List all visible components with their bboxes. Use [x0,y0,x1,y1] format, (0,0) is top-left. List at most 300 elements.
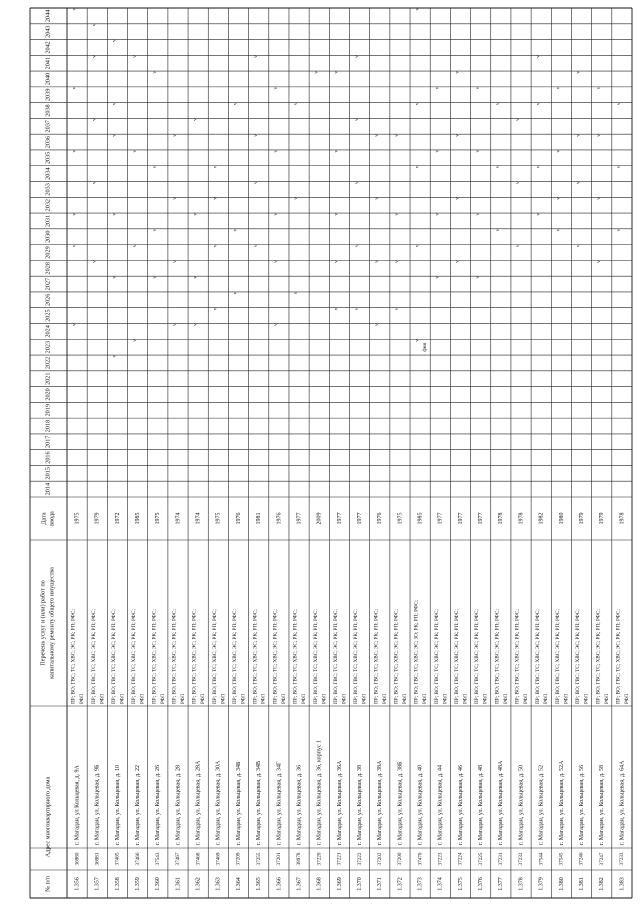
row-mark-2034: v [151,165,158,169]
header-year-2014: 2014 [44,482,52,496]
row-mark-2029: v [71,244,78,248]
row-mark-2038: v [111,102,118,106]
row-number: 1.376 [478,877,485,891]
row-date: 1977 [437,512,444,525]
row-number: 1.381 [578,877,585,891]
row-mark-2036: v [394,134,401,137]
row-mark-2035: v [333,149,340,153]
header-year-2032: 2032 [44,198,52,212]
row-mark-2031: v [111,212,118,216]
row-services-line1: ПР; ВО; ГВС; ТС; ХВС; ЭС; РК; РП; РФС; [595,609,602,704]
row-services-line2: РФЛ [603,693,610,704]
row-services-line1: ПР; ВО; ГВС; ТС; ХВС; ЭС; РК; РП; РФС; [111,609,118,704]
header-year-2024: 2024 [44,325,52,338]
row-address: г. Магадан, ул. Кольцевая, д. 52А [558,760,565,845]
row-mark-2038: v [232,102,239,106]
row-house-code: 37233 [619,852,626,866]
row-address: г. Магадан, ул. Кольцевая, д. 9Б [94,764,101,845]
row-mark-2040: v [151,71,158,74]
row-number: 1.377 [498,877,505,891]
row-services-line2: РФЛ [200,693,207,704]
row-services-line2: РФЛ [482,693,489,704]
row-mark-2031: v [434,212,441,216]
header-year-2029: 2029 [44,246,52,259]
row-address: г. Магадан, ул. Кольцевая, д. 48 [478,764,485,845]
row-mark-2041: v [252,55,259,58]
row-mark-2032: v [293,197,300,200]
header-year-2022: 2022 [44,356,52,370]
row-house-code: 37247 [598,852,605,866]
row-mark-2041: v [131,55,138,58]
row-mark-2022: v [111,354,118,358]
row-services-line2: РФЛ [623,693,630,704]
row-date: 1977 [296,512,303,525]
row-number: 1.383 [619,877,626,891]
row-mark-2027: v [111,276,118,279]
row-house-code: 36981 [94,852,101,866]
row-mark-2037: v [353,118,360,121]
row-mark-2034: v [414,165,421,169]
row-services-line1: ПР; ВО; ГВС; ТС; ХВС; ЭС; РК; РП; РФС; [393,609,400,704]
row-address: г. Магадан, ул. Кольцевая, д. 36, корпус 1 [316,739,323,845]
row-date: 1978 [518,512,525,525]
row-number: 1.356 [74,877,81,891]
row-house-code: 38978 [296,852,303,866]
row-mark-2036: v [172,134,179,137]
row-number: 1.379 [538,877,545,891]
row-address: г. Магадан, ул. Кольцевая, д. 36 [296,764,303,845]
row-address: г. Магадан, ул. Кольцевая, д. 28А [195,760,202,845]
row-mark-2029: v [515,244,522,248]
header-year-2028: 2028 [44,262,52,275]
row-services-line1: ПР; ВО; ГВС; ТС; ХВС; ЭС; РК; РП; РФС; [474,609,481,704]
header-year-2015: 2015 [44,467,52,480]
row-date: 1980 [558,512,565,525]
row-number: 1.378 [518,877,525,891]
row-mark-2034: v [495,165,501,169]
row-address: г. Магадан, ул. Кольцевая, д. 26 [155,764,162,845]
row-number: 1.380 [558,877,565,891]
row-number: 1.361 [175,877,182,891]
row-number: 1.367 [296,877,303,891]
row-services-line2: РФЛ [260,693,267,704]
row-mark-2028: v [273,260,280,263]
row-mark-2037: v [515,118,522,121]
header-year-2036: 2036 [44,135,52,149]
row-date: 1979 [578,512,585,525]
row-address: г. Магадан, ул. Кольцевая, д. 64А [619,760,626,845]
table-grid [30,8,632,898]
row-address: г. Магадан, ул. Кольцевая, д. 58 [599,764,606,845]
header-year-2043: 2043 [44,25,52,38]
row-mark-2027: v [474,276,481,279]
row-mark-2028: v [172,260,179,263]
row-house-code: 37543 [154,852,161,866]
row-mark-2030: v [232,228,239,232]
row-date: 1978 [619,512,626,525]
row-mark-2028: v [91,260,98,263]
row-number: 1.368 [316,877,323,891]
row-services-line2: РФЛ [220,693,227,704]
row-services-line1: ПР; ВО; ГВС; ТС; ХВС; ЭС; РК; РП; РФС; [131,609,138,704]
row-house-code: 37255 [255,852,262,866]
header-year-2025: 2025 [44,309,52,322]
row-services-line1: ПР; ВО; ГВС; ТС; ХВС; ЭС; РК; РП; РФС; [312,609,319,704]
row-services-line2: РФЛ [401,693,408,704]
row-mark-2028: v [333,260,340,263]
row-services-line2: РФЛ [502,693,509,704]
row-mark-2039: v [273,86,280,90]
header-year-2023: 2023 [44,340,52,354]
header-date-line2: ввода [48,511,56,526]
row-services-line2: РФЛ [99,693,106,704]
row-services-line1: ПР; ВО; ГВС; ТС; ХВС; ЭС; РК; РП; РФС; [232,609,239,704]
row-number: 1.382 [599,877,606,891]
header-year-2044: 2044 [44,9,52,23]
row-address: г. Магадан, ул. Кольцевая, д. 34Б [235,761,242,845]
row-date: 1976 [276,512,283,525]
row-date: 1972 [114,512,121,525]
row-mark-2035: v [273,149,280,153]
row-services-line1: ПР; ВО; ГВС; ТС; ХВС; ЭС; РК; РП; РФС; [171,609,178,704]
row-house-code: 37470 [417,852,424,866]
row-mark-2041: v [91,55,98,58]
row-mark-2029: v [131,244,138,248]
row-date: 1981 [256,512,263,525]
row-services-line2: РФЛ [280,693,287,704]
row-services-line1: ПР; ВО; ГВС; ТС; ХВС; ЭС; РК; РП; РФС; [90,609,97,704]
row-mark-2023: v [131,339,138,342]
row-number: 1.369 [336,877,343,891]
row-mark-2036: v [595,134,602,137]
row-address: г. Магадан, ул. Кольцевая, д. 10 [114,764,121,845]
row-house-code: 37221 [336,852,343,866]
row-house-code: 37220 [316,852,323,866]
row-number: 1.359 [135,877,141,891]
row-mark-2032: v [373,197,380,200]
row-mark-2031: v [192,212,199,216]
row-mark-2031: v [535,212,542,216]
row-services-line2: РФЛ [563,693,570,704]
row-address: г. Магадан, ул Кольцевая, д. 9А [74,765,81,845]
row-services-line2: РФЛ [180,693,187,704]
row-date: 1976 [235,512,242,525]
row-house-code: 37544 [538,852,545,866]
row-services-line1: ПР; ВО; ГВС; ТС; ХВС; ЭС; РК; РП; РФС; [353,609,360,704]
row-mark-2034: v [535,165,542,169]
row-house-code: 37222 [356,852,363,866]
header-year-2038: 2038 [44,104,52,117]
row-mark-2041: v [353,55,360,58]
row-mark-2030: v [555,228,562,232]
row-address: г. Магадан, ул. Кольцевая, д. 46 [457,764,464,845]
row-mark-2029: v [353,244,360,248]
row-address: г. Магадан, ул. Кольцевая, д. 56 [578,764,585,845]
row-date: 1975 [155,512,162,525]
header-year-2039: 2039 [44,88,52,101]
row-address: г. Магадан, ул. Кольцевая, д. 48А [498,760,505,845]
row-number: 1.372 [397,877,404,891]
row-house-code: 37225 [477,852,484,866]
row-mark-2030: v [151,228,158,232]
row-mark-2031: v [474,212,481,216]
header-year-2030: 2030 [44,230,52,243]
row-mark-2035: v [131,149,138,153]
row-mark-2024: v [373,323,380,326]
row-services-line2: РФЛ [79,693,86,704]
row-services-line1: ПР; ВО; ГВС; ТС; ХВС; ЭС; РК; РП; РФС; [433,609,440,704]
row-mark-2035: v [71,149,78,153]
row-number: 1.362 [195,877,202,891]
row-date: 1975 [397,512,404,525]
header-year-2018: 2018 [44,419,52,433]
row-mark-2032: v [595,197,602,200]
header-year-2020: 2020 [44,388,52,401]
row-mark-2035: v [434,149,441,153]
row-mark-2032: v [172,197,179,200]
row-mark-2038: v [616,102,623,106]
row-house-code: 37545 [558,852,565,866]
row-services-line1: ПР; ВО; ГВС; ТС; ХВС; ЭС; РК; РП; РФС; [514,609,521,704]
row-number: 1.363 [215,877,222,891]
row-mark-2025: v [333,307,340,311]
row-mark-2031: v [273,212,280,216]
row-mark-2025: v [212,307,219,311]
header-year-2027: 2027 [44,277,52,291]
row-mark-2029: v [212,244,219,248]
header-year-2019: 2019 [44,404,52,417]
row-mark-2040: v [333,71,340,74]
row-mark-2034: v [212,165,219,169]
row-mark-2029: v [252,244,259,248]
row-mark-2033: v [575,181,582,185]
row-services-line2: РФЛ [442,693,449,704]
row-mark-2024: v [71,323,78,326]
row-mark-2039: v [555,86,562,90]
row-mark-2033: v [515,181,522,185]
header-year-2042: 2042 [44,41,52,54]
row-house-code: 37466 [134,852,141,866]
row-services-line2: РФЛ [341,693,348,704]
row-services-line1: ПР; ВО; ГВС; ТС; ХВС; ЭС; РК; РП; РФС; [252,609,259,704]
row-services-line2: РФЛ [361,693,368,704]
header-num: № п/п [44,876,52,892]
row-mark-2036: v [252,134,259,137]
row-mark-2036: v [373,134,380,137]
row-number: 1.371 [377,877,384,891]
row-address: г. Магадан, ул. Кольцевая, д. 30А [215,760,222,845]
row-mark-2030: v [616,228,623,232]
row-mark-2040: v [575,71,582,74]
row-date: 1985 [417,512,424,525]
header-year-2016: 2016 [44,451,52,464]
row-house-code: 37209 [235,852,242,866]
row-mark-2027: v [434,276,441,279]
row-date: 1974 [195,512,202,525]
row-address: г. Магадан, ул. Кольцевая, д. 34В [256,760,263,845]
row-services-line2: РФЛ [523,693,530,704]
row-address: г. Магадан, ул. Кольцевая, д. 28 [175,764,182,845]
row-services-line2: РФЛ [583,693,590,704]
row-mark-2026: v [293,291,300,295]
row-house-code: 37467 [175,852,182,866]
row-mark-2035: v [555,149,562,153]
row-mark-2036: v [454,134,461,137]
row-number: 1.357 [94,877,101,891]
row-mark-2027: v [151,276,158,279]
row-services-line2: РФЛ [462,693,469,704]
row-number: 1.370 [356,877,363,891]
row-mark-2044: v [71,7,78,11]
header-date-line1: Дата [40,512,48,525]
row-date: 1982 [538,512,545,525]
row-mark-2039: v [474,86,481,90]
row-mark-2036: v [111,134,118,137]
row-services-line1: ПР; ВО; ГВС; ТС; ХВС; ЭС; РК; РП; РФС; [151,609,158,704]
row-mark-2040: v [454,71,461,74]
row-mark-2032: v [454,197,461,200]
row-date: 1979 [94,512,101,525]
row-date: 1978 [498,512,505,525]
row-mark-2041: v [535,55,542,58]
row-number: 1.373 [417,877,424,891]
row-mark-2029: v [575,244,582,248]
row-house-code: 37202 [376,852,383,866]
row-number: 1.360 [155,877,162,891]
row-mark-2028: v [595,260,602,263]
row-address: г. Магадан, ул. Кольцевая, д. 50 [518,764,525,845]
row-house-code: 37200 [397,852,404,866]
row-mark-2024: v [172,323,179,326]
row-address: г. Магадан, ул. Кольцевая, д. 40 [417,764,424,845]
row-mark-2039: v [71,86,78,90]
row-number: 1.374 [437,877,444,891]
row-house-code: 37465 [114,852,121,866]
row-mark-2028: v [394,260,401,263]
row-services-line1: ПР; ВО; ГВС; ТС; ХВС; ЭС; РК; РП; РФС; [373,609,380,704]
row-mark-2038: v [414,102,421,106]
row-address: г. Магадан, ул. Кольцевая, д. 38А [377,760,384,845]
row-mark-2031: v [71,212,78,216]
row-services-line2: РФЛ [119,693,126,704]
row-mark-2039: v [595,86,602,90]
header-address: Адрес многоквартирного дома [44,776,52,858]
row-number: 1.364 [235,877,242,891]
header-year-2031: 2031 [44,214,52,228]
row-address: г. Магадан, ул. Кольцевая, д. 38 [356,764,363,845]
row-services-line1: ПР; ВО; ГВС; ТС; ХВС; ЭС; РК; РП; РФС; [454,609,461,704]
row-mark-2025: v [394,307,401,311]
row-services-line1: ПР; ВО; ГВС; ТС; ХВС; ЭС; РК; РП; РФС; [575,609,582,704]
row-services-line2: РФЛ [301,693,308,704]
row-mark-2036: v [575,134,582,137]
row-date: 1977 [356,512,363,525]
row-date: 2009 [316,512,323,525]
row-date: 1975 [215,512,222,525]
row-services-line1: ПР; ВО; ГВС; ТС; ХВС; ЭС; РК; РП; РФС; [191,609,198,704]
row-date: 1975 [74,512,81,525]
row-mark-2025: v [353,307,360,311]
row-mark-2028: v [373,260,380,263]
row-services-line2: РФЛ [240,693,247,704]
row-mark-2033: v [91,181,98,185]
row-mark-2030: v [495,228,501,232]
row-house-code: 37201 [276,852,283,866]
row-mark-2035: v [474,149,481,153]
row-mark-2029: v [414,244,421,248]
row-mark-2027: v [192,276,199,279]
row-mark-2028: v [454,260,461,263]
header-services-line2: капитальному ремонту общего имущества [48,567,56,679]
row-services-line1: ПР; ВО; ГВС; ТС; ХВС; ЭС; ЗО; РК; РП; РФС; [413,600,420,704]
row-mark-2031: v [394,212,401,216]
row-services-line1: ПР; ВО; ГВС; ТС; ХВС; ЭС; РК; РП; РФС; [332,609,339,704]
row-date: 1985 [135,512,141,525]
header-year-2026: 2026 [44,293,52,307]
row-services-line1: ПР; ВО; ГВС; ТС; ХВС; ЭС; РК; РП; РФС; [272,609,279,704]
row-mark-2043: v [91,23,98,27]
row-services-line1: ПР; ВО; ГВС; ТС; ХВС; ЭС; РК; РП; РФС; [211,609,218,704]
row-date: 1976 [377,512,384,525]
row-services-line1: ПР; ВО; ГВС; ТС; ХВС; ЭС; РК; РП; РФС; [70,609,77,704]
row-services-line1: ПР; ВО; ГВС; ТС; ХВС; ЭС; РК; РП; РФС; [494,609,501,704]
row-mark-2026: v [232,291,239,295]
row-date: 1977 [478,512,485,525]
row-mark-2039: v [434,86,441,90]
header-year-2037: 2037 [44,120,52,133]
row-services-line1: ПР; ВО; ГВС; ТС; ХВС; ЭС; РК; РП; РФС; [615,609,622,704]
row-services-line1: ПР; ВО; ГВС; ТС; ХВС; ЭС; РК; РП; РФС; [554,609,561,704]
row-house-code: 37224 [457,852,464,866]
row-mark-2032: v [555,197,562,200]
row-services-line2: РФЛ [321,693,328,704]
row-services-line2: РФЛ [159,693,166,704]
row-note-fin: фин [421,342,428,352]
row-house-code: 36980 [74,852,81,866]
row-mark-2038: v [495,102,501,106]
row-mark-2033: v [252,181,259,185]
row-mark-2033: v [353,181,360,185]
row-number: 1.375 [457,877,464,891]
header-year-2033: 2033 [44,183,52,196]
row-mark-2024: v [192,323,199,326]
row-mark-2024: v [273,323,280,326]
row-house-code: 37223 [437,852,444,866]
row-house-code: 37469 [215,852,222,866]
row-mark-2044: v [414,7,421,11]
row-address: г. Магадан, ул. Кольцевая, д. 34Г [276,761,283,845]
row-services-line2: РФЛ [422,693,429,704]
row-address: г. Магадан, ул. Кольцевая, д. 38Б [397,761,404,845]
row-services-line1: ПР; ВО; ГВС; ТС; ХВС; ЭС; РК; РП; РФС; [534,609,541,704]
row-mark-2031: v [333,212,340,216]
header-year-2034: 2034 [44,167,52,180]
row-mark-2042: v [111,39,118,43]
row-services-line2: РФЛ [139,693,146,704]
header-year-2021: 2021 [44,372,52,385]
row-house-code: 37232 [518,852,525,866]
row-mark-2037: v [91,118,98,121]
row-date: 1979 [599,512,606,525]
row-services-line2: РФЛ [543,693,550,704]
header-year-2040: 2040 [44,72,52,86]
row-address: г. Магадан, ул. Кольцевая, д. 36А [336,760,343,845]
row-house-code: 37231 [498,852,505,866]
row-number: 1.358 [114,877,121,891]
row-services-line1: ПР; ВО; ГВС; ТС; ХВС; ЭС; РК; РП; РФС; [292,609,299,704]
header-year-2035: 2035 [44,151,52,165]
header-year-2017: 2017 [44,435,52,448]
